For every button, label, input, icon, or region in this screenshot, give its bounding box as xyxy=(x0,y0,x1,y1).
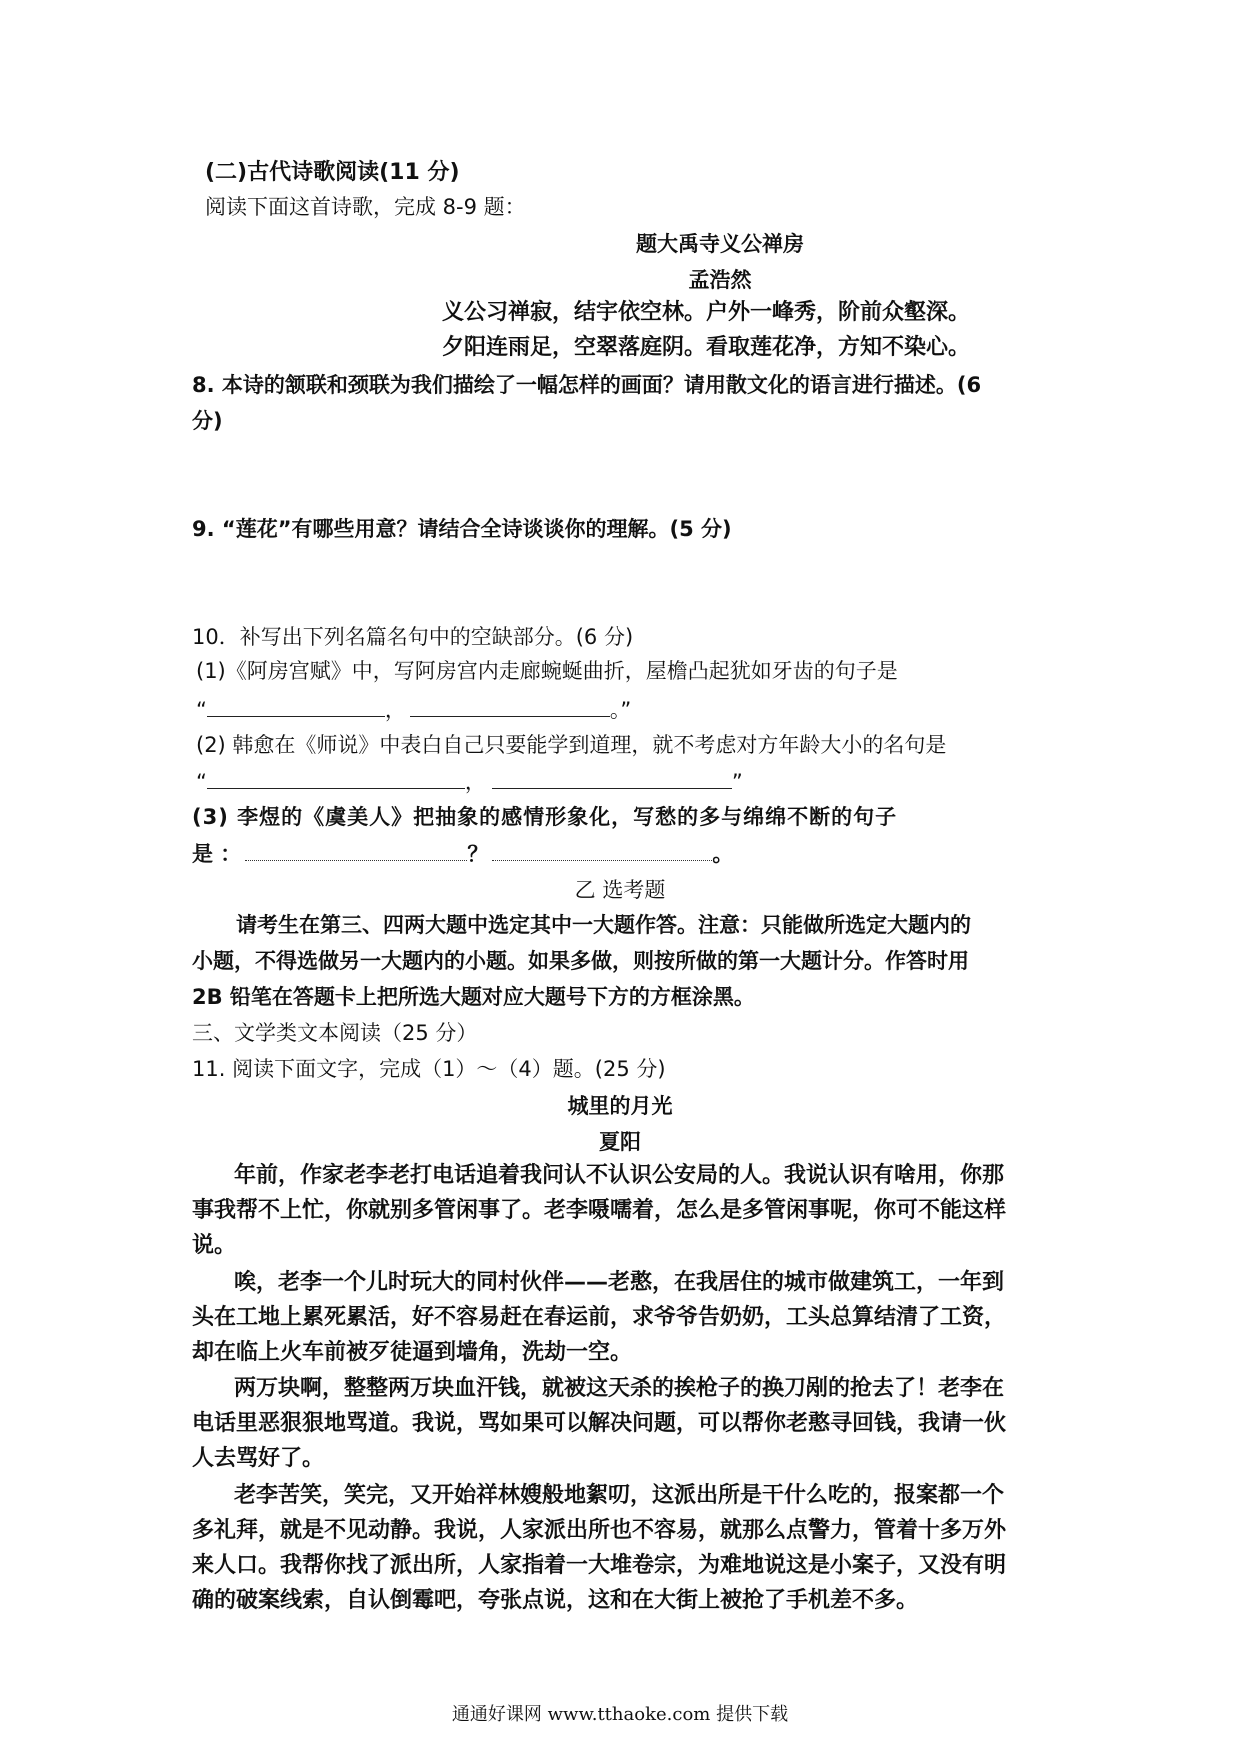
section3-heading: 三、文学类文本阅读（25 分） xyxy=(192,1021,478,1045)
article-paragraph: 头在工地上累死累活，好不容易赶在春运前，求爷爷告奶奶，工头总算结清了工资， xyxy=(192,1305,1007,1330)
question-8: 8. 本诗的颔联和颈联为我们描绘了一幅怎样的画面？请用散文化的语言进行描述。(6 xyxy=(192,373,982,397)
article-paragraph: 来人口。我帮你找了派出所，人家指着一大堆卷宗，为难地说这是小案子，又没有明 xyxy=(192,1553,1007,1578)
answer-blank[interactable] xyxy=(207,766,465,789)
article-paragraph: 年前，作家老李老打电话追着我问认不认识公安局的人。我说认识有啥用，你那 xyxy=(234,1163,1005,1188)
question-8-continued: 分) xyxy=(192,409,223,433)
close-quote: ” xyxy=(731,770,743,794)
selective-paragraph: 小题，不得选做另一大题内的小题。如果多做，则按所做的第一大题计分。作答时用 xyxy=(192,949,969,973)
open-quote: “ xyxy=(196,770,207,794)
comma: ， xyxy=(464,770,486,794)
selective-paragraph: 请考生在第三、四两大题中选定其中一大题作答。注意：只能做所选定大题内的 xyxy=(236,913,971,937)
answer-blank[interactable] xyxy=(245,838,467,861)
article-paragraph: 电话里恶狠狠地骂道。我说，骂如果可以解决问题，可以帮你老憨寻回钱，我请一伙 xyxy=(192,1411,1007,1436)
section-heading: (二)古代诗歌阅读(11 分) xyxy=(205,160,460,185)
poem-line: 义公习禅寂，结宇依空林。户外一峰秀，阶前众壑深。 xyxy=(442,300,971,325)
poem-line: 夕阳连雨足，空翠落庭阴。看取莲花净，方知不染心。 xyxy=(442,335,971,360)
article-paragraph: 多礼拜，就是不见动静。我说，人家派出所也不容易，就那么点警力，管着十多万外 xyxy=(192,1518,1007,1543)
answer-blank[interactable] xyxy=(492,766,732,789)
article-paragraph: 人去骂好了。 xyxy=(192,1446,325,1471)
selective-title: 乙 选考题 xyxy=(574,878,666,902)
article-paragraph: 事我帮不上忙，你就别多管闲事了。老李嗫嚅着，怎么是多管闲事呢，你可不能这样 xyxy=(192,1198,1007,1223)
prefix: 是 ： xyxy=(192,842,242,866)
question-10-part1-blanks xyxy=(196,694,631,725)
question-mark: ？ xyxy=(467,842,489,866)
question-11: 11. 阅读下面文字，完成（1）～（4）题。(25 分) xyxy=(192,1057,666,1081)
article-paragraph: 说。 xyxy=(192,1233,237,1258)
selective-paragraph: 2B 铅笔在答题卡上把所选大题对应大题号下方的方框涂黑。 xyxy=(192,985,755,1009)
answer-blank[interactable] xyxy=(492,838,712,861)
article-author: 夏阳 xyxy=(599,1130,641,1154)
question-10-part3-blanks xyxy=(192,838,733,869)
question-10-part2-blanks xyxy=(196,766,743,797)
open-quote: “ xyxy=(196,698,207,722)
article-paragraph: 却在临上火车前被歹徒逼到墙角，洗劫一空。 xyxy=(192,1340,633,1365)
article-title: 城里的月光 xyxy=(567,1094,673,1118)
question-9: 9. “莲花”有哪些用意？请结合全诗谈谈你的理解。(5 分) xyxy=(192,517,732,541)
close-quote: 。” xyxy=(609,698,632,722)
question-10-part3: (3) 李煜的《虞美人》把抽象的感情形象化，写愁的多与绵绵不断的句子 xyxy=(192,805,898,829)
answer-blank[interactable] xyxy=(207,694,385,717)
question-10: 10．补写出下列名篇名句中的空缺部分。(6 分) xyxy=(192,625,634,649)
question-10-part1: (1)《阿房宫赋》中，写阿房宫内走廊蜿蜒曲折，屋檐凸起犹如牙齿的句子是 xyxy=(196,659,898,683)
article-paragraph: 老李苦笑，笑完，又开始祥林嫂般地絮叨，这派出所是干什么吃的，报案都一个 xyxy=(234,1483,1005,1508)
article-paragraph: 唉，老李一个儿时玩大的同村伙伴——老憨，在我居住的城市做建筑工，一年到 xyxy=(234,1270,1005,1295)
page-footer: 通通好课网 www.tthaoke.com 提供下载 xyxy=(451,1704,789,1725)
poem-author: 孟浩然 xyxy=(688,268,752,292)
comma: ， xyxy=(384,698,406,722)
article-paragraph: 确的破案线索，自认倒霉吧，夸张点说，这和在大街上被抢了手机差不多。 xyxy=(192,1588,919,1613)
period: 。 xyxy=(712,842,734,866)
article-paragraph: 两万块啊，整整两万块血汗钱，就被这天杀的挨枪子的换刀剐的抢去了！老李在 xyxy=(234,1376,1005,1401)
instruction-text: 阅读下面这首诗歌，完成 8-9 题： xyxy=(205,195,526,219)
answer-blank[interactable] xyxy=(410,694,610,717)
poem-title: 题大禹寺义公禅房 xyxy=(636,232,804,256)
question-10-part2: (2) 韩愈在《师说》中表白自己只要能学到道理，就不考虑对方年龄大小的名句是 xyxy=(196,733,947,757)
